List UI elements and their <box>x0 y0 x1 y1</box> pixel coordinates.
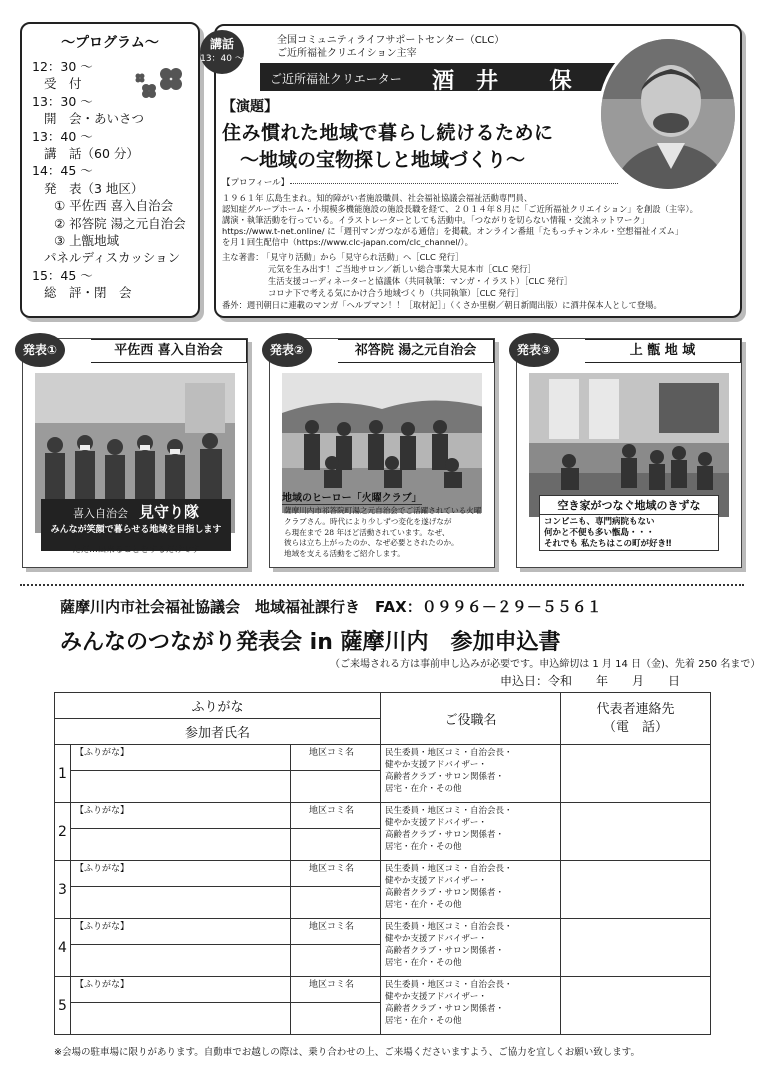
position-options[interactable] <box>381 919 561 977</box>
position-option: 健やか支援アドバイザー・ <box>385 876 487 886</box>
position-option: 健やか支援アドバイザー・ <box>385 934 487 944</box>
presentation-title-2: 祁答院 湯之元自治会 <box>338 339 494 363</box>
presentation-badge-1: 発表① <box>15 333 65 367</box>
position-option: 居宅・在介・その他 <box>385 842 462 852</box>
name-field[interactable] <box>71 1003 291 1035</box>
program-label-1: 受 付 <box>44 76 82 92</box>
header-contact <box>561 693 711 745</box>
presentation-title-1: 平佐西 喜入自治会 <box>91 339 247 363</box>
header-contact-line-2: （電 話） <box>602 719 668 735</box>
furigana-field[interactable]: 【ふりがな】 <box>71 919 291 945</box>
row-number: 5 <box>55 977 71 1035</box>
caption-text-2-line: 薩摩川内市祁答院町湯之元自治会でご活躍されている火曜 <box>284 506 482 515</box>
presentation-caption-3 <box>539 495 719 551</box>
position-options[interactable] <box>381 803 561 861</box>
caption-text-2-line: クラブさん。時代により少しずつ変化を遂げなが <box>284 516 452 526</box>
presentation-badge-3: 発表③ <box>509 333 559 367</box>
caption-big-1: 見守り隊 <box>138 503 199 521</box>
header-furigana: ふりがな <box>55 693 381 719</box>
caption-small-1: 喜入自治会 <box>72 507 128 520</box>
form-title: みんなのつながり発表会 in 薩摩川内 参加申込書 <box>60 630 561 655</box>
header-name: 参加者氏名 <box>55 719 381 745</box>
speaker-photo <box>598 36 738 192</box>
row-number: 2 <box>55 803 71 861</box>
district-field[interactable] <box>291 1003 381 1035</box>
lecture-title-line-1: 住み慣れた地域で暮らし続けるために <box>222 122 554 144</box>
program-label-3: 講 話（60 分） <box>44 146 139 162</box>
position-option: 健やか支援アドバイザー・ <box>385 992 487 1002</box>
position-option: 健やか支援アドバイザー・ <box>385 818 487 828</box>
application-table <box>54 692 711 1035</box>
contact-field[interactable] <box>561 803 711 861</box>
header-position: ご役職名 <box>381 693 561 745</box>
works-item-1: 「見守り活動」から「見守られ活動」へ［CLC 発行］ <box>262 252 464 262</box>
speaker-org-2: ご近所福祉クリエイション主宰 <box>277 48 417 59</box>
position-option: 高齢者クラブ・サロン関係者・ <box>385 946 505 956</box>
caption-text-2-line: ら現在まで 28 年ほど活動されています。なぜ、 <box>284 527 450 537</box>
table-header-row <box>55 693 711 719</box>
program-label-2: 開 会・あいさつ <box>44 111 145 127</box>
district-field[interactable] <box>291 829 381 861</box>
presentation-title-3: 上 甑 地 域 <box>585 339 741 363</box>
program-time-5: 15：45 ～ <box>32 267 93 283</box>
lecture-badge-time: 13：40 ～ <box>200 54 244 64</box>
district-field[interactable] <box>291 945 381 977</box>
table-body <box>55 745 711 1035</box>
caption-text-3-line: 何かと不便も多い甑島・・・ <box>544 528 655 538</box>
speaker-role: ご近所福祉クリエーター <box>270 72 402 86</box>
speaker-name-bar <box>260 63 640 94</box>
table-row <box>55 977 711 1003</box>
position-option: 高齢者クラブ・サロン関係者・ <box>385 772 505 782</box>
works-item-4: コロナ下で考える気にかけ合う地域づくり（共同執筆）［CLC 発行］ <box>268 288 524 298</box>
district-label: 地区コミ名 <box>291 803 381 829</box>
contact-field[interactable] <box>561 861 711 919</box>
program-label-5: 総 評・閉 会 <box>44 285 132 301</box>
caption-text-2-line: 地域を支える活動をご紹介します。 <box>284 549 405 559</box>
position-options[interactable] <box>381 745 561 803</box>
program-panel: パネルディスカッション <box>44 250 181 266</box>
application-date: 申込日：令和 年 月 日 <box>500 674 681 688</box>
caption-text-2 <box>284 506 481 560</box>
program-presenter-1: ① 平佐西 喜入自治会 <box>54 198 174 214</box>
program-presenter-2: ② 祁答院 湯之元自治会 <box>54 215 186 231</box>
presentation-card-2 <box>269 338 495 568</box>
position-option: 居宅・在介・その他 <box>385 1016 462 1026</box>
position-option: 民生委員・地区コミ・自治会長・ <box>385 922 513 932</box>
lecture-heading: 【演題】 <box>222 99 278 115</box>
profile-heading: 【プロフィール】 <box>222 178 290 188</box>
position-options[interactable] <box>381 977 561 1035</box>
caption-title-3: 空き家がつなぐ地域のきずな <box>540 496 718 515</box>
district-label: 地区コミ名 <box>291 745 381 771</box>
program-time-1: 12：30 ～ <box>32 59 93 74</box>
position-option: 健やか支援アドバイザー・ <box>385 760 487 770</box>
district-label: 地区コミ名 <box>291 861 381 887</box>
row-number: 3 <box>55 861 71 919</box>
position-option: 高齢者クラブ・サロン関係者・ <box>385 888 505 898</box>
caption-text-2-line: 彼らは立ち上がったのか、なぜ必要とされたのか。 <box>284 538 459 548</box>
furigana-field[interactable]: 【ふりがな】 <box>71 861 291 887</box>
caption-text-3-line: コンビニも、専門病院もない <box>544 517 655 527</box>
position-option: 民生委員・地区コミ・自治会長・ <box>385 748 513 758</box>
district-label: 地区コミ名 <box>291 977 381 1003</box>
district-field[interactable] <box>291 771 381 803</box>
table-row <box>55 745 711 771</box>
caption-title-2: 地域のヒーロー「火曜クラブ」 <box>282 489 422 505</box>
lecture-badge-label: 講話 <box>209 37 234 51</box>
contact-field[interactable] <box>561 919 711 977</box>
table-row <box>55 803 711 829</box>
furigana-field[interactable]: 【ふりがな】 <box>71 745 291 771</box>
position-option: 居宅・在介・その他 <box>385 958 462 968</box>
parking-note: ※会場の駐車場に限りがあります。自動車でお越しの際は、乗り合わせの上、ご来場くださいますよう、ご協力を宜しくお願い致します。 <box>54 1047 640 1058</box>
speaker-org: 全国コミュニティライフサポートセンター（CLC） <box>277 35 505 46</box>
profile-line-5: を月１回生配信中（https://www.clc-japan.com/clc_channel/）。 <box>222 237 473 247</box>
presentation-badge-2: 発表② <box>262 333 312 367</box>
program-title: ～プログラム～ <box>61 35 159 51</box>
profile-line-4: https://www.t-net.online/ に「週刊マンガつながる通信」を掲載。オンライン番組「たもっチャンネル・空想福祉イズム」 <box>222 226 684 236</box>
position-option: 高齢者クラブ・サロン関係者・ <box>385 1004 505 1014</box>
speaker-name: 酒井 保 <box>432 69 594 94</box>
position-option: 民生委員・地区コミ・自治会長・ <box>385 806 513 816</box>
caption-sub-1: ただ…出来ることをするだけです <box>72 545 200 555</box>
position-option: 民生委員・地区コミ・自治会長・ <box>385 980 513 990</box>
works-extra: 番外：週刊朝日に連載のマンガ「ヘルプマン！！［取材記］」（くさか里樹／朝日新聞出版）に酒井保本人として登場。 <box>222 300 662 310</box>
profile-line-3: 講演・執筆活動を行っている。イラストレーターとしても活動中。「つながりを切らない情報・交流ネットワーク」 <box>222 215 650 225</box>
works-item-3: 生活支援コーディネーターと協議体（共同執筆：マンガ・イラスト）［CLC 発行］ <box>268 276 573 286</box>
program-time-4: 14：45 ～ <box>32 163 93 179</box>
position-option: 高齢者クラブ・サロン関係者・ <box>385 830 505 840</box>
furigana-field[interactable]: 【ふりがな】 <box>71 977 291 1003</box>
program-time-3: 13：40 ～ <box>32 128 93 144</box>
contact-field[interactable] <box>561 745 711 803</box>
table-row <box>55 861 711 887</box>
program-time-2: 13：30 ～ <box>32 93 93 109</box>
clover-icon <box>132 62 184 102</box>
name-field[interactable] <box>71 945 291 977</box>
program-presenter-3: ③ 上甑地域 <box>54 233 120 249</box>
name-field[interactable] <box>71 829 291 861</box>
position-option: 民生委員・地区コミ・自治会長・ <box>385 864 513 874</box>
position-options[interactable] <box>381 861 561 919</box>
row-number: 4 <box>55 919 71 977</box>
works-item-2: 元気を生み出す！ご当地サロン／新しい総合事業大見本市［CLC 発行］ <box>268 264 536 274</box>
works-label: 主な著書： <box>222 252 264 262</box>
row-number: 1 <box>55 745 71 803</box>
contact-field[interactable] <box>561 977 711 1035</box>
furigana-field[interactable]: 【ふりがな】 <box>71 803 291 829</box>
position-option: 居宅・在介・その他 <box>385 784 462 794</box>
lecture-title-line-2: ～地域の宝物探しと地域づくり～ <box>240 149 526 171</box>
lecture-badge <box>200 30 244 74</box>
fax-header: 薩摩川内市社会福祉協議会 地域福祉課行き FAX：０９９６－２９－５５６１ <box>60 598 602 616</box>
district-field[interactable] <box>291 887 381 919</box>
caption-text-3-line: それでも 私たちはこの町が好き‼ <box>544 539 672 549</box>
position-option: 居宅・在介・その他 <box>385 900 462 910</box>
header-contact-line-1: 代表者連絡先 <box>596 701 675 717</box>
profile-divider <box>290 183 618 184</box>
caption-line-1: みんなが笑顔で暮らせる地域を目指します <box>50 525 222 535</box>
profile-line-2: 認知症グループホーム・小規模多機能施設の施設長職を経て、２０１４年８月に「ご近所福祉クリエイション」を創設（主宰）。 <box>222 204 698 214</box>
presentation-card-1 <box>22 338 248 568</box>
presentation-card-3 <box>516 338 742 568</box>
profile-line-1: １９６１年 広島生まれ。知的障がい者施設職員、社会福祉協議会福祉活動専門員、 <box>222 193 533 203</box>
program-label-4: 発 表（3 地区） <box>44 180 144 196</box>
cut-line <box>20 584 744 586</box>
form-note: （ご来場される方は事前申し込みが必要です。申込締切は 1 月 14 日（金)、先着 250 名まで） <box>330 659 761 670</box>
district-label: 地区コミ名 <box>291 919 381 945</box>
table-row <box>55 919 711 945</box>
name-field[interactable] <box>71 887 291 919</box>
name-field[interactable] <box>71 771 291 803</box>
